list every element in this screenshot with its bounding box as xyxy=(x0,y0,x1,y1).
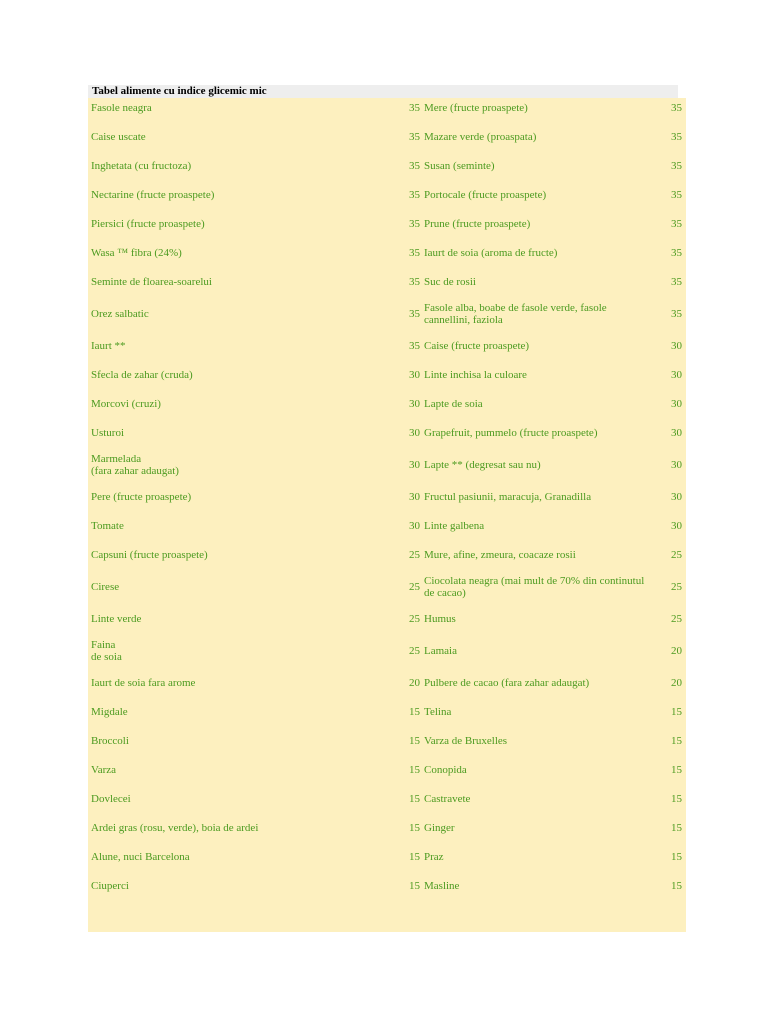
food-name-right: Iaurt de soia (aroma de fructe) xyxy=(424,246,558,259)
gi-value-left: 25 xyxy=(409,612,420,625)
gi-value-right: 30 xyxy=(671,339,682,352)
gi-value-left: 30 xyxy=(409,490,420,503)
food-name-left: Varza xyxy=(91,763,117,776)
food-name-right: Lapte de soia xyxy=(424,397,483,410)
gi-value-right: 35 xyxy=(671,217,682,230)
table-row xyxy=(88,447,686,482)
food-name-left: Dovlecei xyxy=(91,792,131,805)
table-row xyxy=(88,331,686,360)
food-name-right: Pulbere de cacao (fara zahar adaugat) xyxy=(424,676,590,689)
food-name-left: Ciuperci xyxy=(91,879,129,892)
table-row xyxy=(88,93,686,122)
food-name-right: Grapefruit, pummelo (fructe proaspete) xyxy=(424,426,598,439)
table-row xyxy=(88,418,686,447)
table-row xyxy=(88,296,686,331)
food-name-right: Telina xyxy=(424,705,452,718)
table-row xyxy=(88,668,686,697)
gi-value-left: 35 xyxy=(409,130,420,143)
food-name-right: Suc de rosii xyxy=(424,275,476,288)
gi-value-right: 25 xyxy=(671,580,682,593)
food-name-right: Ginger xyxy=(424,821,455,834)
food-name-right: Masline xyxy=(424,879,460,892)
gi-value-left: 35 xyxy=(409,339,420,352)
food-name-left: Alune, nuci Barcelona xyxy=(91,850,190,863)
gi-value-left: 20 xyxy=(409,676,420,689)
gi-value-right: 20 xyxy=(671,676,682,689)
food-name-left: Seminte de floarea-soarelui xyxy=(91,275,212,288)
food-name-right: Linte inchisa la culoare xyxy=(424,368,527,381)
food-name-left: Piersici (fructe proaspete) xyxy=(91,217,205,230)
gi-value-right: 15 xyxy=(671,850,682,863)
table-title: Tabel alimente cu indice glicemic mic xyxy=(92,85,267,97)
gi-value-right: 25 xyxy=(671,612,682,625)
gi-value-right: 30 xyxy=(671,397,682,410)
food-name-left: Orez salbatic xyxy=(91,307,149,320)
food-name-left: Iaurt de soia fara arome xyxy=(91,676,196,689)
gi-value-left: 15 xyxy=(409,879,420,892)
food-name-left: Migdale xyxy=(91,705,128,718)
food-name-right: Praz xyxy=(424,850,444,863)
table-row xyxy=(88,540,686,569)
food-name-right: Mere (fructe proaspete) xyxy=(424,101,528,114)
gi-value-left: 15 xyxy=(409,792,420,805)
table-row xyxy=(88,842,686,871)
gi-value-right: 25 xyxy=(671,548,682,561)
gi-value-left: 35 xyxy=(409,101,420,114)
table-row xyxy=(88,755,686,784)
gi-value-right: 35 xyxy=(671,101,682,114)
food-name-right: Susan (seminte) xyxy=(424,159,495,172)
table-row xyxy=(88,122,686,151)
gi-value-left: 15 xyxy=(409,850,420,863)
gi-value-left: 35 xyxy=(409,246,420,259)
food-name-left: Capsuni (fructe proaspete) xyxy=(91,548,208,561)
gi-value-left: 30 xyxy=(409,519,420,532)
gi-value-right: 35 xyxy=(671,130,682,143)
food-name-right: Humus xyxy=(424,612,456,625)
table-row xyxy=(88,813,686,842)
gi-value-left: 30 xyxy=(409,397,420,410)
food-name-left: Pere (fructe proaspete) xyxy=(91,490,192,503)
food-name-left: Ardei gras (rosu, verde), boia de ardei xyxy=(91,821,259,834)
table-row xyxy=(88,784,686,813)
food-name-left: Cirese xyxy=(91,580,120,593)
gi-value-left: 15 xyxy=(409,734,420,747)
food-name-right: Conopida xyxy=(424,763,467,776)
food-name-right: Linte galbena xyxy=(424,519,485,532)
gi-value-right: 30 xyxy=(671,426,682,439)
food-name-right: Caise (fructe proaspete) xyxy=(424,339,530,352)
gi-value-right: 35 xyxy=(671,246,682,259)
gi-value-left: 25 xyxy=(409,548,420,561)
food-name-right: Castravete xyxy=(424,792,471,805)
gi-value-right: 15 xyxy=(671,821,682,834)
gi-value-right: 35 xyxy=(671,275,682,288)
gi-value-left: 15 xyxy=(409,821,420,834)
table-row xyxy=(88,726,686,755)
table-row xyxy=(88,209,686,238)
gi-value-left: 25 xyxy=(409,580,420,593)
food-name-right: Fructul pasiunii, maracuja, Granadilla xyxy=(424,490,592,503)
table-row xyxy=(88,151,686,180)
food-name-left: Faina de soia xyxy=(91,638,122,663)
gi-value-right: 35 xyxy=(671,159,682,172)
food-name-left: Inghetata (cu fructoza) xyxy=(91,159,192,172)
food-name-left: Sfecla de zahar (cruda) xyxy=(91,368,193,381)
food-name-right: Portocale (fructe proaspete) xyxy=(424,188,547,201)
food-name-left: Morcovi (cruzi) xyxy=(91,397,161,410)
food-name-right: Fasole alba, boabe de fasole verde, fasole cannellini, faziola xyxy=(424,301,607,326)
gi-value-left: 35 xyxy=(409,275,420,288)
gi-value-left: 35 xyxy=(409,159,420,172)
table-row xyxy=(88,360,686,389)
gi-value-right: 35 xyxy=(671,307,682,320)
table-row xyxy=(88,697,686,726)
food-name-left: Iaurt ** xyxy=(91,339,126,352)
food-name-right: Lamaia xyxy=(424,644,457,657)
food-name-left: Linte verde xyxy=(91,612,142,625)
gi-value-left: 30 xyxy=(409,458,420,471)
gi-value-right: 20 xyxy=(671,644,682,657)
gi-value-right: 30 xyxy=(671,458,682,471)
food-name-right: Lapte ** (degresat sau nu) xyxy=(424,458,541,471)
gi-value-left: 35 xyxy=(409,307,420,320)
table-row xyxy=(88,511,686,540)
food-name-right: Varza de Bruxelles xyxy=(424,734,508,747)
glycemic-index-table xyxy=(88,93,686,900)
gi-value-left: 30 xyxy=(409,426,420,439)
food-name-left: Usturoi xyxy=(91,426,124,439)
gi-value-left: 35 xyxy=(409,217,420,230)
food-name-right: Prune (fructe proaspete) xyxy=(424,217,531,230)
food-name-left: Broccoli xyxy=(91,734,129,747)
gi-value-right: 15 xyxy=(671,879,682,892)
food-name-left: Marmelada (fara zahar adaugat) xyxy=(91,452,179,477)
gi-value-left: 15 xyxy=(409,763,420,776)
table-row xyxy=(88,482,686,511)
table-row xyxy=(88,604,686,633)
food-name-left: Fasole neagra xyxy=(91,101,152,114)
food-name-left: Wasa ™ fibra (24%) xyxy=(91,246,182,259)
table-row xyxy=(88,569,686,604)
gi-value-right: 30 xyxy=(671,519,682,532)
gi-value-right: 15 xyxy=(671,763,682,776)
gi-value-right: 15 xyxy=(671,734,682,747)
gi-value-left: 15 xyxy=(409,705,420,718)
gi-value-right: 15 xyxy=(671,792,682,805)
gi-value-left: 35 xyxy=(409,188,420,201)
food-name-left: Tomate xyxy=(91,519,124,532)
gi-value-left: 30 xyxy=(409,368,420,381)
gi-value-right: 30 xyxy=(671,368,682,381)
table-row xyxy=(88,238,686,267)
food-name-right: Mure, afine, zmeura, coacaze rosii xyxy=(424,548,576,561)
gi-value-left: 25 xyxy=(409,644,420,657)
gi-value-right: 15 xyxy=(671,705,682,718)
food-name-left: Caise uscate xyxy=(91,130,146,143)
food-name-left: Nectarine (fructe proaspete) xyxy=(91,188,215,201)
food-name-right: Mazare verde (proaspata) xyxy=(424,130,537,143)
table-row xyxy=(88,633,686,668)
table-row xyxy=(88,871,686,900)
food-name-right: Ciocolata neagra (mai mult de 70% din continutul de cacao) xyxy=(424,574,645,599)
table-row xyxy=(88,180,686,209)
table-row xyxy=(88,389,686,418)
gi-value-right: 30 xyxy=(671,490,682,503)
gi-value-right: 35 xyxy=(671,188,682,201)
table-row xyxy=(88,267,686,296)
